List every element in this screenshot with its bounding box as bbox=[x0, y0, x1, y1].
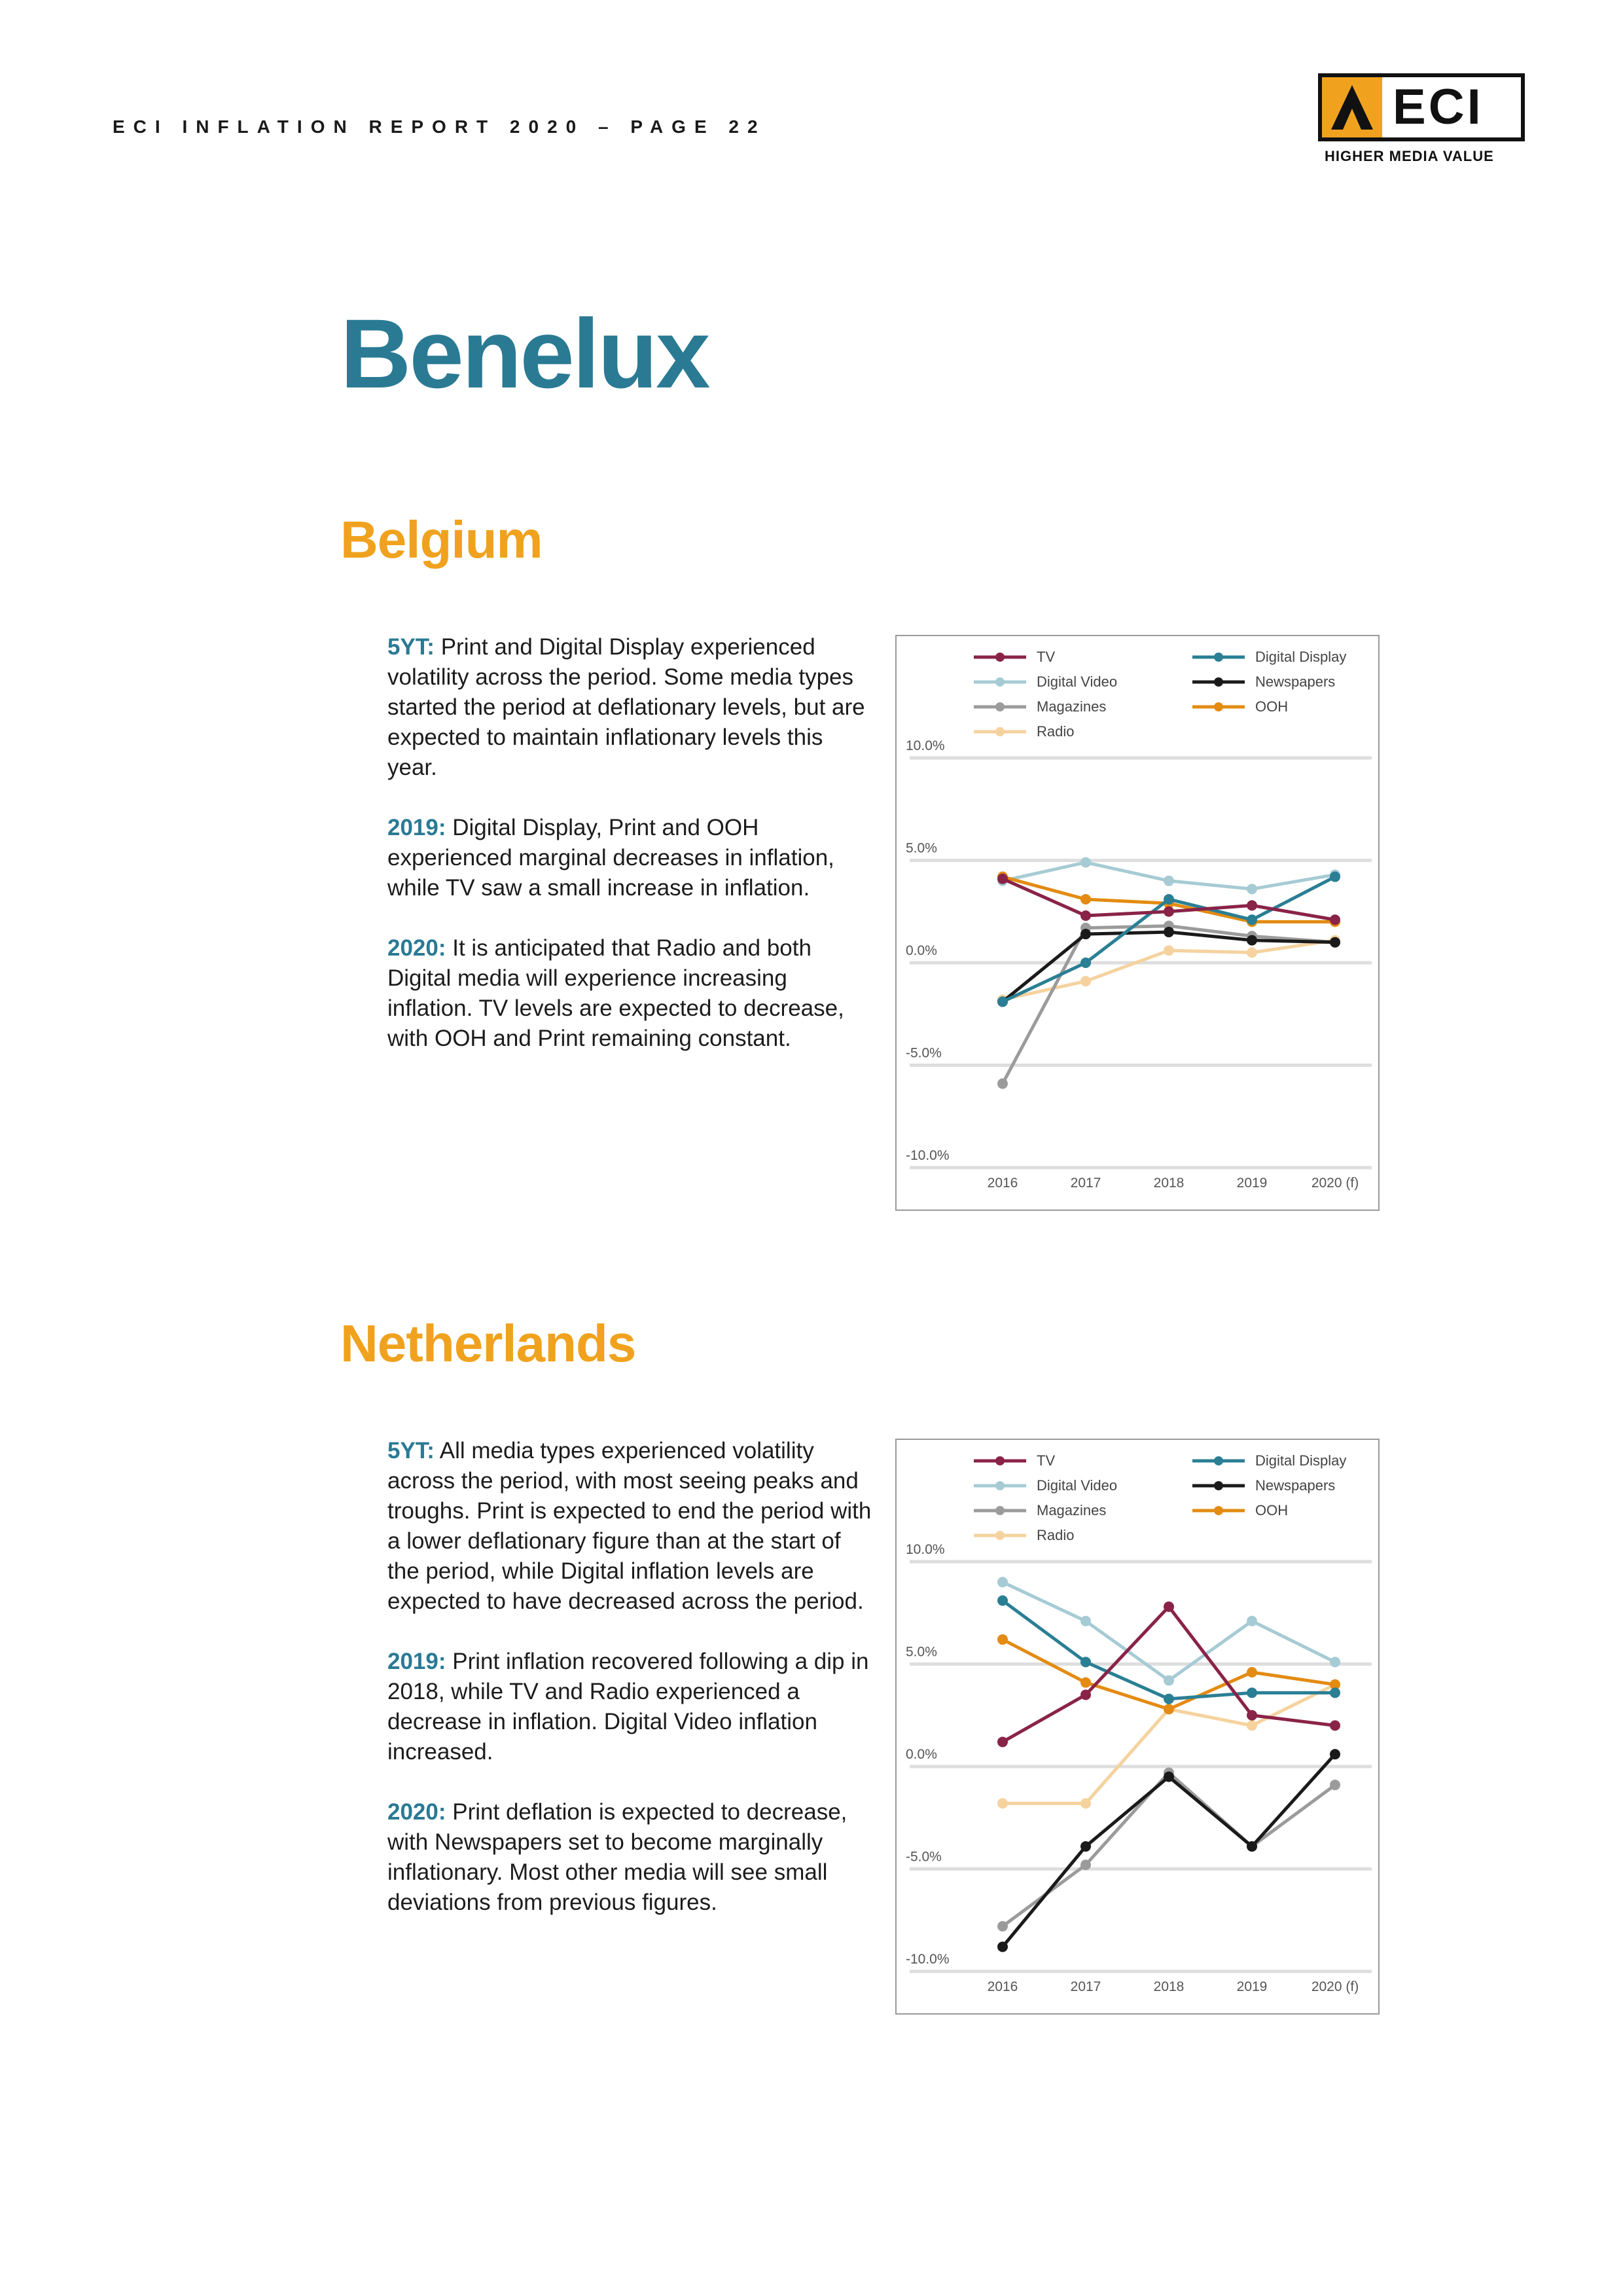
x-tick-label: 2017 bbox=[1070, 1979, 1101, 1994]
point-digital-display bbox=[1247, 1687, 1257, 1698]
legend-label-ooh: OOH bbox=[1255, 698, 1289, 715]
point-digital-video bbox=[1247, 1616, 1257, 1626]
point-magazines bbox=[997, 1921, 1008, 1931]
y-tick-label: 5.0% bbox=[906, 1644, 937, 1660]
x-tick-label: 2016 bbox=[987, 1175, 1018, 1191]
legend-marker-ooh bbox=[1214, 1506, 1223, 1515]
logo-wordmark: ECI bbox=[1393, 79, 1484, 135]
logo-frame bbox=[1318, 73, 1525, 141]
legend-marker-magazines bbox=[995, 702, 1005, 711]
point-tv bbox=[1080, 910, 1091, 921]
x-tick-label: 2018 bbox=[1153, 1175, 1185, 1191]
netherlands-chart bbox=[895, 1439, 1380, 2015]
legend-marker-radio bbox=[995, 727, 1005, 736]
point-digital-display bbox=[997, 996, 1008, 1007]
paragraph-2019: 2019: Digital Display, Print and OOH experienced marginal decreases in inflation, while TV saw a small increase in inflation. bbox=[387, 815, 834, 901]
point-newspapers bbox=[1080, 929, 1091, 939]
legend-marker-newspapers bbox=[1214, 1481, 1223, 1490]
netherlands-chart-svg bbox=[897, 1440, 1381, 2016]
point-digital-video bbox=[997, 1577, 1008, 1587]
point-magazines bbox=[997, 1079, 1008, 1089]
paragraph-5yt: 5YT: All media types experienced volatility across the period, with most seeing peaks and troughs. Print is expected to end the period with a lower deflationary figure than at the start of the period, while Digital inflation levels are expected to have decreased across the period. bbox=[387, 1438, 872, 1614]
legend-marker-radio bbox=[995, 1531, 1005, 1540]
paragraph-5yt: 5YT: Print and Digital Display experienced volatility across the period. Some media types started the period at deflationary levels, but are expected to maintain inflationary levels this year. bbox=[387, 634, 865, 780]
point-radio bbox=[1164, 945, 1174, 956]
y-tick-label: -5.0% bbox=[906, 1849, 942, 1865]
y-tick-label: -5.0% bbox=[906, 1045, 942, 1061]
x-tick-label: 2018 bbox=[1153, 1979, 1185, 1994]
legend-marker-tv bbox=[995, 653, 1005, 662]
legend-marker-magazines bbox=[995, 1506, 1005, 1515]
point-ooh bbox=[1080, 894, 1091, 905]
legend-label-digital-video: Digital Video bbox=[1037, 673, 1118, 690]
paragraph-2019: 2019: Print inflation recovered following a dip in 2018, while TV and Radio experienced a decrease in inflation. Digital Video inflation increased. bbox=[387, 1649, 869, 1765]
legend-marker-ooh bbox=[1214, 702, 1223, 711]
legend-label-digital-video: Digital Video bbox=[1037, 1477, 1118, 1494]
legend-label-tv: TV bbox=[1037, 649, 1056, 665]
point-newspapers bbox=[1164, 1772, 1174, 1782]
paragraph-2020: 2020: It is anticipated that Radio and both Digital media will experience increasing inflation. TV levels are expected to decrease, with OOH and Print remaining constant. bbox=[387, 935, 844, 1051]
point-digital-video bbox=[1080, 1616, 1091, 1626]
legend-label-digital-display: Digital Display bbox=[1255, 1452, 1347, 1469]
point-radio bbox=[1247, 1720, 1257, 1731]
legend-label-newspapers: Newspapers bbox=[1255, 1477, 1336, 1494]
legend-label-newspapers: Newspapers bbox=[1255, 673, 1336, 690]
belgium-chart bbox=[895, 635, 1380, 1211]
belgium-text bbox=[387, 632, 878, 1084]
series-line-newspapers bbox=[1003, 1754, 1335, 1946]
legend-label-tv: TV bbox=[1037, 1452, 1056, 1469]
running-header: ECI INFLATION REPORT 2020 – PAGE 22 bbox=[113, 117, 766, 137]
point-digital-video bbox=[1164, 1676, 1174, 1686]
x-tick-label: 2019 bbox=[1236, 1979, 1268, 1994]
point-tv bbox=[1247, 900, 1257, 910]
legend-label-digital-display: Digital Display bbox=[1255, 649, 1347, 665]
legend-marker-digital-video bbox=[995, 1481, 1005, 1490]
belgium-chart-svg bbox=[897, 636, 1381, 1212]
x-tick-label: 2020 (f) bbox=[1311, 1979, 1359, 1994]
point-digital-video bbox=[1330, 1657, 1340, 1667]
section-heading-netherlands: Netherlands bbox=[340, 1314, 636, 1372]
point-ooh bbox=[1247, 1667, 1257, 1677]
legend-label-magazines: Magazines bbox=[1037, 698, 1107, 715]
legend-label-ooh: OOH bbox=[1255, 1502, 1289, 1518]
point-magazines bbox=[1080, 1859, 1091, 1870]
point-ooh bbox=[1164, 1704, 1174, 1714]
legend-marker-tv bbox=[995, 1456, 1005, 1465]
point-newspapers bbox=[1080, 1841, 1091, 1852]
logo-tagline: HIGHER MEDIA VALUE bbox=[1325, 148, 1494, 164]
point-ooh bbox=[1080, 1677, 1091, 1688]
point-radio bbox=[1247, 947, 1257, 958]
point-digital-display bbox=[1164, 894, 1174, 905]
netherlands-text bbox=[387, 1436, 878, 1948]
point-digital-display bbox=[997, 1595, 1008, 1605]
point-tv bbox=[1330, 914, 1340, 925]
point-radio bbox=[1080, 976, 1091, 986]
point-digital-display bbox=[1164, 1694, 1174, 1704]
x-tick-label: 2020 (f) bbox=[1311, 1175, 1359, 1191]
point-magazines bbox=[1330, 1780, 1340, 1790]
x-tick-label: 2019 bbox=[1236, 1175, 1268, 1191]
point-tv bbox=[1080, 1689, 1091, 1700]
series-line-magazines bbox=[1003, 1772, 1335, 1926]
legend-label-radio: Radio bbox=[1037, 723, 1075, 740]
legend-marker-digital-video bbox=[995, 677, 1005, 687]
point-digital-display bbox=[1330, 1687, 1340, 1698]
point-digital-display bbox=[1080, 1657, 1091, 1667]
point-newspapers bbox=[1330, 1749, 1340, 1759]
point-radio bbox=[997, 1798, 1008, 1808]
y-tick-label: 10.0% bbox=[906, 738, 945, 753]
y-tick-label: 10.0% bbox=[906, 1542, 945, 1557]
section-heading-belgium: Belgium bbox=[340, 511, 543, 569]
point-ooh bbox=[997, 1634, 1008, 1645]
point-tv bbox=[1247, 1710, 1257, 1721]
page-title: Benelux bbox=[340, 298, 709, 408]
legend-label-magazines: Magazines bbox=[1037, 1502, 1107, 1518]
x-tick-label: 2017 bbox=[1070, 1175, 1101, 1191]
eci-logo bbox=[1318, 73, 1527, 165]
point-digital-display bbox=[1330, 872, 1340, 882]
point-newspapers bbox=[1247, 935, 1257, 946]
legend-marker-digital-display bbox=[1214, 653, 1223, 662]
point-tv bbox=[1164, 906, 1174, 917]
legend-label-radio: Radio bbox=[1037, 1527, 1075, 1543]
point-digital-video bbox=[1080, 857, 1091, 868]
legend-marker-digital-display bbox=[1214, 1456, 1223, 1465]
point-tv bbox=[997, 1736, 1008, 1747]
point-tv bbox=[1164, 1602, 1174, 1612]
y-tick-label: -10.0% bbox=[906, 1148, 950, 1163]
y-tick-label: 0.0% bbox=[906, 1747, 937, 1762]
triangle-a-icon bbox=[1322, 77, 1382, 137]
point-newspapers bbox=[1330, 937, 1340, 948]
legend-marker-newspapers bbox=[1214, 677, 1223, 687]
point-newspapers bbox=[1164, 927, 1174, 937]
point-digital-display bbox=[1247, 914, 1257, 925]
paragraph-2020: 2020: Print deflation is expected to decrease, with Newspapers set to become marginally inflationary. Most other media will see small deviations from previous figures. bbox=[387, 1799, 847, 1915]
point-digital-video bbox=[1247, 884, 1257, 894]
point-newspapers bbox=[997, 1941, 1008, 1952]
point-tv bbox=[997, 874, 1008, 884]
y-tick-label: 0.0% bbox=[906, 943, 937, 958]
point-radio bbox=[1080, 1798, 1091, 1808]
point-digital-video bbox=[1164, 876, 1174, 886]
y-tick-label: -10.0% bbox=[906, 1952, 950, 1967]
series-line-tv bbox=[1003, 1607, 1335, 1742]
y-tick-label: 5.0% bbox=[906, 840, 937, 856]
point-digital-display bbox=[1080, 958, 1091, 968]
x-tick-label: 2016 bbox=[987, 1979, 1018, 1994]
point-tv bbox=[1330, 1720, 1340, 1731]
point-newspapers bbox=[1247, 1841, 1257, 1852]
